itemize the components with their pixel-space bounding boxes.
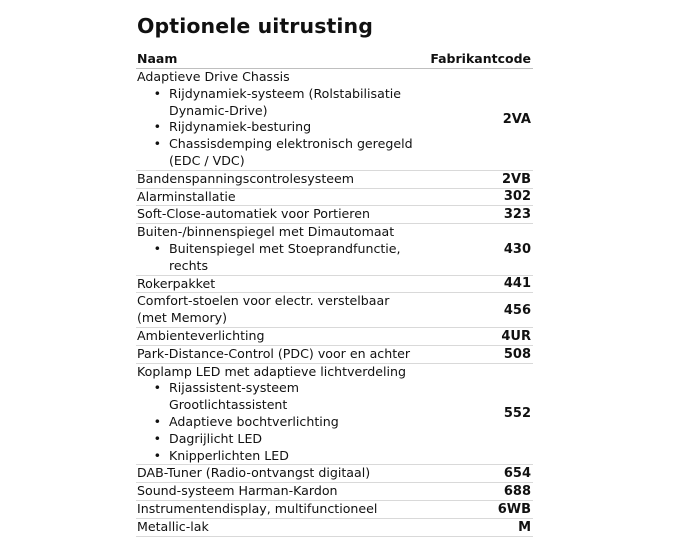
sub-feature-line: Adaptieve bochtverlichting — [169, 413, 339, 429]
bullet-icon: • — [153, 430, 161, 446]
sub-feature-text — [169, 241, 421, 275]
sub-feature-line: Knipperlichten LED — [169, 447, 289, 463]
option-code: 456 — [503, 302, 531, 318]
option-code: 441 — [503, 276, 531, 292]
option-name-cell — [136, 276, 421, 293]
option-name: Soft-Close-automatiek voor Portieren — [137, 206, 370, 222]
sub-feature-line: Buitenspiegel met Stoeprandfunctie, — [169, 240, 401, 256]
option-name-line: Comfort-stoelen voor electr. verstelbaar — [137, 293, 390, 309]
option-name: Metallic-lak — [137, 518, 209, 534]
sub-feature-line: rechts — [169, 257, 209, 273]
option-name-cell — [136, 293, 421, 327]
option-name-cell — [136, 483, 421, 500]
option-code: 4UR — [501, 328, 531, 344]
option-code: 2VA — [502, 111, 531, 127]
bullet-icon: • — [153, 85, 161, 101]
sub-feature-line: Rijassistent-systeem Grootlichtassistent — [169, 380, 300, 413]
sub-feature-item — [137, 448, 421, 465]
sub-feature-item — [137, 414, 421, 431]
option-name-cell — [136, 346, 421, 363]
table-row — [136, 346, 533, 364]
sub-feature-text — [169, 431, 421, 448]
option-name-cell — [136, 69, 421, 170]
option-code: M — [518, 519, 531, 535]
option-code: 323 — [503, 207, 531, 223]
option-name-cell — [136, 224, 421, 274]
sub-feature-text — [169, 86, 421, 120]
sub-feature-item — [137, 241, 421, 275]
option-name: Bandenspanningscontrolesysteem — [137, 170, 355, 186]
option-name-cell — [136, 519, 421, 536]
sub-feature-text — [169, 136, 421, 170]
option-code: 654 — [503, 466, 531, 482]
table-body — [136, 69, 533, 537]
option-name-line: (met Memory) — [137, 310, 228, 326]
option-name: Alarminstallatie — [137, 188, 236, 204]
option-name-cell — [136, 364, 421, 465]
table-row — [136, 465, 533, 483]
option-code: 2VB — [501, 171, 531, 187]
table-row — [136, 171, 533, 189]
option-name: Adaptieve Drive Chassis — [137, 69, 290, 84]
bullet-icon: • — [153, 413, 161, 429]
option-code: 552 — [503, 406, 531, 422]
sub-feature-item — [137, 119, 421, 136]
option-code: 6WB — [497, 501, 531, 517]
option-name-cell — [136, 206, 421, 223]
table-row — [136, 328, 533, 346]
option-name-cell — [136, 171, 421, 188]
sub-feature-text — [169, 380, 421, 414]
table-row — [136, 293, 533, 328]
sub-feature-line: Dynamic-Drive) — [169, 102, 268, 118]
option-name: Ambienteverlichting — [137, 327, 265, 343]
sub-feature-line: Rijdynamiek-systeem (Rolstabilisatie — [169, 85, 402, 101]
sub-feature-line: Rijdynamiek-besturing — [169, 119, 312, 135]
option-name: Park-Distance-Control (PDC) voor en achter — [137, 345, 411, 361]
sub-feature-text — [169, 119, 421, 136]
column-header-code: Fabrikantcode — [430, 50, 531, 66]
sub-feature-line: Chassisdemping elektronisch geregeld — [169, 136, 413, 152]
sub-feature-list — [137, 380, 421, 464]
column-header-name: Naam — [137, 50, 178, 66]
option-name: Instrumentendisplay, multifunctioneel — [137, 500, 378, 516]
table-row — [136, 364, 533, 466]
sub-feature-line: Dagrijlicht LED — [169, 430, 263, 446]
table-row — [136, 206, 533, 224]
bullet-icon: • — [153, 119, 161, 135]
sub-feature-item — [137, 86, 421, 120]
option-code: 508 — [503, 346, 531, 362]
option-name-cell — [136, 328, 421, 345]
option-name-cell — [136, 189, 421, 206]
sub-feature-item — [137, 136, 421, 170]
page-title: Optionele uitrusting — [137, 14, 373, 38]
table-row — [136, 189, 533, 207]
bullet-icon: • — [153, 240, 161, 256]
table-header-row — [136, 49, 533, 69]
table-row — [136, 483, 533, 501]
option-name: Buiten-/binnenspiegel met Dimautomaat — [137, 224, 395, 240]
table-row — [136, 69, 533, 171]
options-table — [136, 49, 533, 537]
option-name-cell — [136, 465, 421, 482]
sub-feature-text — [169, 414, 421, 431]
sub-feature-list — [137, 86, 421, 170]
bullet-icon: • — [153, 447, 161, 463]
table-row — [136, 519, 533, 537]
option-name: DAB-Tuner (Radio-ontvangst digitaal) — [137, 465, 371, 481]
sub-feature-list — [137, 241, 421, 275]
sub-feature-item — [137, 380, 421, 414]
option-name: Koplamp LED met adaptieve lichtverdeling — [137, 363, 406, 379]
sub-feature-text — [169, 448, 421, 465]
bullet-icon: • — [153, 380, 161, 396]
bullet-icon: • — [153, 136, 161, 152]
option-name: Rokerpakket — [137, 275, 216, 291]
table-row — [136, 276, 533, 294]
option-code: 430 — [503, 241, 531, 257]
option-name-cell — [136, 501, 421, 518]
table-row — [136, 501, 533, 519]
option-code: 302 — [503, 189, 531, 205]
sub-feature-item — [137, 431, 421, 448]
table-row — [136, 224, 533, 275]
sub-feature-line: (EDC / VDC) — [169, 152, 245, 168]
option-code: 688 — [503, 484, 531, 500]
option-name: Sound-systeem Harman-Kardon — [137, 483, 338, 499]
